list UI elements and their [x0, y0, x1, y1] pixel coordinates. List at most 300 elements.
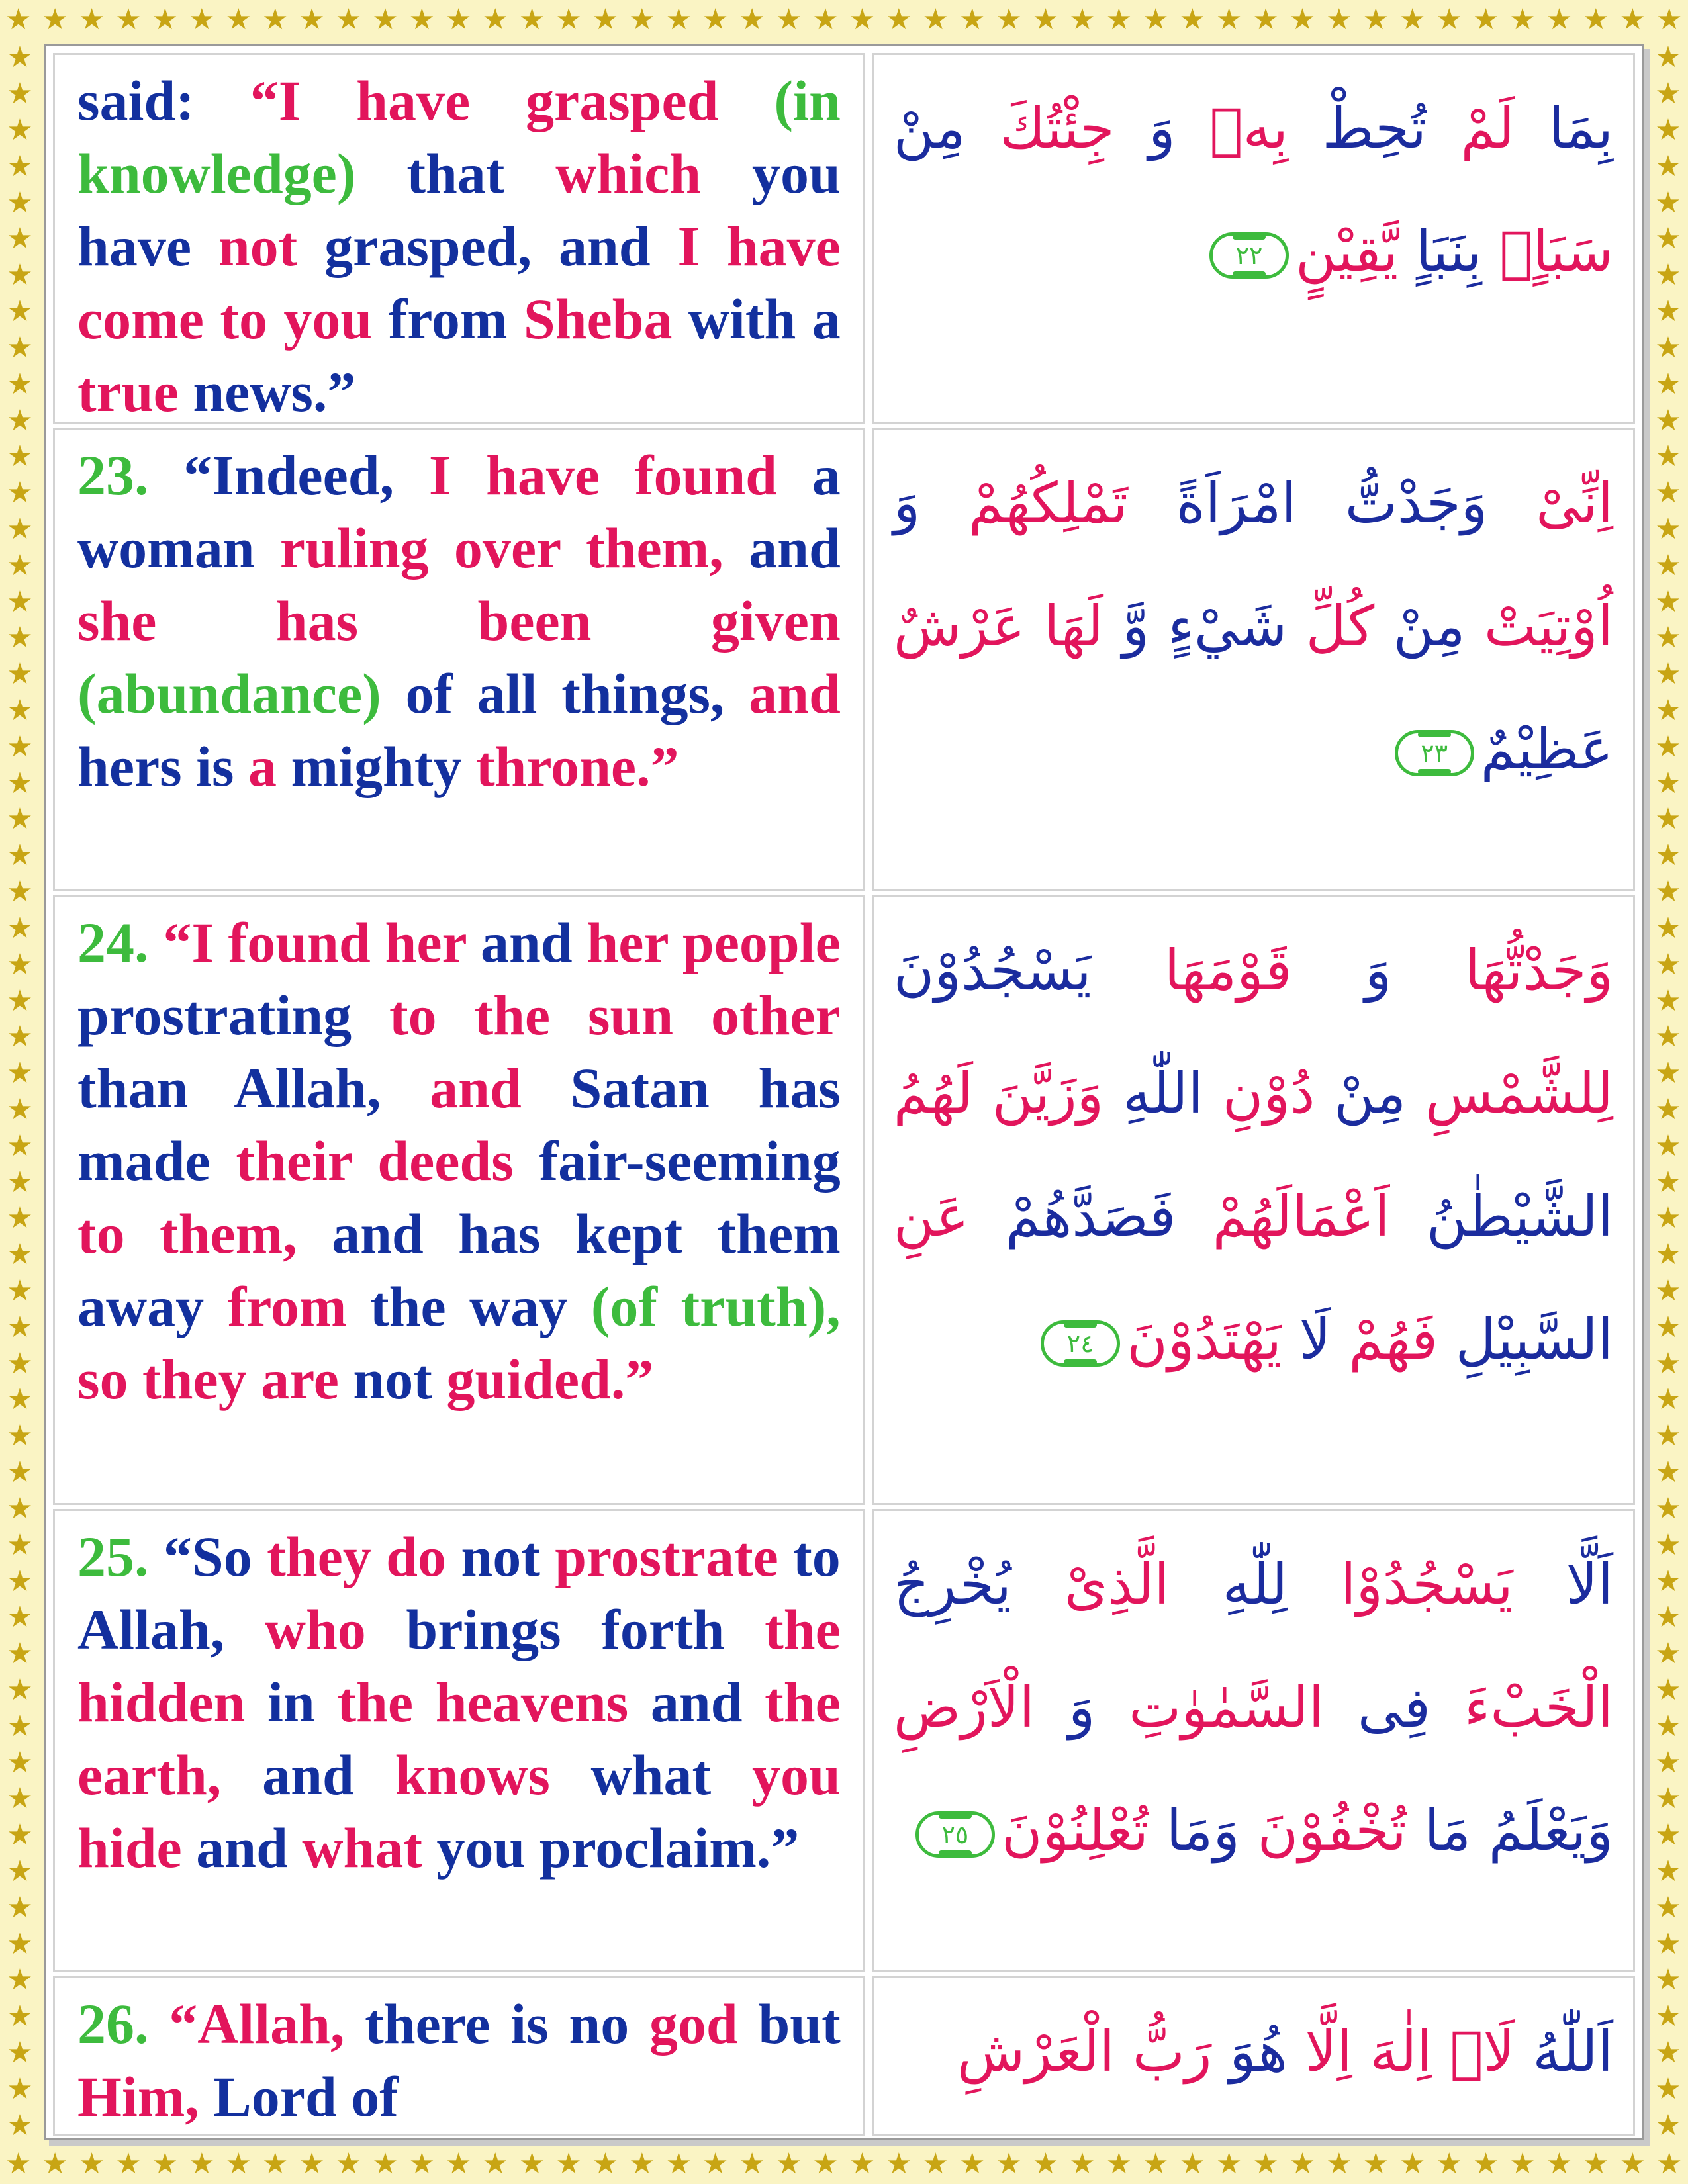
star-icon: ★: [7, 439, 33, 474]
english-translation-cell: [53, 1509, 865, 1972]
translation-segment: hers is: [77, 735, 248, 798]
arabic-word: فَهُمْ: [1331, 1307, 1438, 1372]
star-icon: ★: [7, 1782, 33, 1816]
star-icon: ★: [1655, 1201, 1681, 1236]
arabic-word: كُلِّ: [1287, 594, 1375, 659]
star-icon: ★: [1655, 1564, 1681, 1598]
star-icon: ★: [445, 3, 472, 36]
translation-segment: Satan has made: [77, 1056, 841, 1193]
translation-segment: not: [218, 214, 325, 278]
star-icon: ★: [1655, 1310, 1681, 1344]
star-icon: ★: [78, 3, 105, 36]
star-icon: ★: [7, 403, 33, 437]
star-icon: ★: [812, 3, 839, 36]
ayah-number-marker: ٢٤: [1041, 1320, 1120, 1367]
star-icon: ★: [7, 766, 33, 800]
translation-segment: and: [749, 516, 841, 580]
translation-segment: “Indeed,: [183, 443, 429, 507]
star-icon: ★: [1105, 2147, 1133, 2181]
translation-segment: I have come to you: [77, 214, 841, 351]
translation-segment: Him,: [77, 2065, 214, 2128]
verse-row-22: [53, 53, 1635, 424]
translation-segment: “I have grasped: [250, 69, 774, 132]
star-icon: ★: [115, 3, 142, 36]
star-icon: ★: [1655, 149, 1681, 183]
star-icon: ★: [886, 2147, 912, 2181]
star-icon: ★: [1326, 3, 1352, 36]
translation-segment: their deeds: [236, 1129, 539, 1193]
arabic-word: بِهٖ: [1175, 96, 1289, 161]
star-icon: ★: [115, 2147, 142, 2181]
star-icon: ★: [1655, 476, 1681, 510]
star-icon: ★: [7, 1527, 33, 1562]
star-icon: ★: [1143, 3, 1169, 36]
star-icon: ★: [299, 3, 325, 36]
star-icon: ★: [7, 1020, 33, 1054]
star-icon: ★: [959, 3, 986, 36]
star-icon: ★: [1583, 2147, 1609, 2181]
star-icon: ★: [812, 2147, 839, 2181]
verse-table: [53, 53, 1635, 2131]
star-icon: ★: [7, 1128, 33, 1163]
translation-segment: not: [461, 1525, 555, 1588]
star-icon: ★: [261, 2147, 289, 2181]
translation-segment: fair-seeming: [539, 1129, 841, 1193]
star-border-left: [0, 40, 40, 2144]
star-icon: ★: [1655, 766, 1681, 800]
star-icon: ★: [1655, 802, 1681, 837]
star-icon: ★: [445, 2147, 472, 2181]
english-translation-cell: [53, 1976, 865, 2136]
ayah-number-marker: ٢٥: [915, 1811, 995, 1858]
arabic-word: لَهَا: [1025, 594, 1103, 659]
star-icon: ★: [1655, 367, 1681, 401]
star-icon: ★: [739, 3, 765, 36]
star-icon: ★: [7, 1600, 33, 1635]
translation-segment: than Allah,: [77, 1056, 430, 1120]
star-icon: ★: [1655, 1818, 1681, 1852]
arabic-word: وَ: [1114, 96, 1176, 161]
arabic-word: تَمْلِكُهُمْ: [920, 471, 1128, 535]
arabic-word: رَبُّ: [1115, 2019, 1212, 2084]
translation-segment: to them,: [77, 1202, 332, 1265]
star-icon: ★: [1655, 983, 1681, 1018]
star-icon: ★: [1215, 2147, 1243, 2181]
arabic-word: الَّذِىْ: [1011, 1552, 1170, 1617]
star-icon: ★: [7, 1854, 33, 1889]
english-translation-cell: [53, 53, 865, 424]
star-icon: ★: [299, 2147, 325, 2181]
arabic-word: الشَّيْطٰنُ: [1389, 1184, 1613, 1249]
star-icon: ★: [7, 729, 33, 764]
star-icon: ★: [7, 1890, 33, 1925]
star-icon: ★: [1655, 1963, 1681, 1997]
translation-segment: that: [406, 142, 556, 205]
star-icon: ★: [1655, 1419, 1681, 1453]
star-icon: ★: [518, 3, 545, 36]
star-icon: ★: [702, 3, 729, 36]
star-icon: ★: [1289, 2147, 1316, 2181]
star-icon: ★: [1032, 2147, 1059, 2181]
star-icon: ★: [702, 2147, 729, 2181]
star-icon: ★: [1436, 3, 1462, 36]
star-icon: ★: [555, 3, 582, 36]
star-icon: ★: [1655, 584, 1681, 619]
arabic-verse-cell: [872, 895, 1635, 1505]
arabic-word: اِلَّا: [1287, 2019, 1352, 2084]
star-icon: ★: [7, 295, 33, 329]
star-icon: ★: [7, 1056, 33, 1091]
star-icon: ★: [1655, 1020, 1681, 1054]
translation-segment: and: [650, 1670, 765, 1734]
arabic-word: اُوْتِيَتْ: [1465, 594, 1613, 659]
arabic-word: امْرَاَةً: [1127, 471, 1297, 535]
translation-segment: and has kept them away: [77, 1202, 841, 1338]
star-icon: ★: [1655, 258, 1681, 293]
star-icon: ★: [7, 367, 33, 401]
star-icon: ★: [7, 476, 33, 510]
star-icon: ★: [1655, 1165, 1681, 1199]
translation-segment: knows: [395, 1743, 591, 1807]
star-icon: ★: [1362, 2147, 1389, 2181]
star-icon: ★: [7, 330, 33, 365]
star-icon: ★: [7, 2071, 33, 2106]
star-icon: ★: [1509, 2147, 1536, 2181]
translation-segment: and: [430, 1056, 571, 1120]
arabic-word: وَزَيَّنَ: [972, 1061, 1104, 1126]
english-translation-cell: [53, 428, 865, 891]
star-icon: ★: [7, 1491, 33, 1525]
arabic-word: فِى: [1324, 1675, 1431, 1740]
verse-row-24: [53, 895, 1635, 1505]
arabic-word: الْعَرْشِ: [957, 2019, 1115, 2084]
star-icon: ★: [1655, 1092, 1681, 1126]
star-icon: ★: [7, 1637, 33, 1671]
arabic-word: فَصَدَّهُمْ: [968, 1184, 1176, 1249]
translation-segment: you hide: [77, 1743, 841, 1880]
arabic-word: وَ: [893, 471, 921, 535]
translation-segment: ruling over them,: [279, 516, 749, 580]
arabic-word: دُوْنِ: [1203, 1061, 1315, 1126]
translation-segment: the way: [370, 1275, 591, 1338]
star-icon: ★: [629, 3, 655, 36]
star-icon: ★: [1655, 548, 1681, 582]
star-icon: ★: [1655, 1927, 1681, 1961]
star-icon: ★: [1655, 2108, 1681, 2142]
star-icon: ★: [7, 875, 33, 909]
star-icon: ★: [1252, 2147, 1279, 2181]
arabic-word: عَظِيْمٌ: [1480, 717, 1613, 782]
star-icon: ★: [1472, 2147, 1499, 2181]
star-border-right: [1648, 40, 1688, 2144]
arabic-word: مَا: [1406, 1798, 1472, 1863]
star-icon: ★: [42, 2147, 68, 2181]
arabic-word: وَ: [1291, 938, 1392, 1003]
arabic-word: لَاۤ: [1432, 2019, 1515, 2084]
arabic-word: لِلّٰهِ: [1169, 1552, 1288, 1617]
star-icon: ★: [1655, 911, 1681, 945]
star-icon: ★: [1252, 3, 1279, 36]
star-icon: ★: [335, 3, 362, 36]
translation-segment: and: [196, 1816, 303, 1880]
arabic-word: مِنْ: [1374, 594, 1466, 659]
arabic-word: لَهُمُ: [893, 1061, 973, 1126]
star-icon: ★: [372, 2147, 399, 2181]
star-icon: ★: [7, 2108, 33, 2142]
star-icon: ★: [7, 983, 33, 1018]
star-icon: ★: [7, 512, 33, 546]
star-icon: ★: [152, 2147, 179, 2181]
ayah-number-marker: ٢٢: [1209, 232, 1289, 279]
star-icon: ★: [1289, 3, 1316, 36]
translation-segment: “So: [163, 1525, 267, 1588]
translation-segment: a: [248, 735, 291, 798]
star-icon: ★: [1655, 1455, 1681, 1490]
star-icon: ★: [7, 1927, 33, 1961]
star-icon: ★: [922, 2147, 949, 2181]
arabic-verse-cell: [872, 53, 1635, 424]
star-icon: ★: [1655, 1128, 1681, 1163]
star-icon: ★: [1655, 657, 1681, 692]
translation-segment: what: [590, 1743, 752, 1807]
translation-segment: the heavens: [337, 1670, 651, 1734]
star-icon: ★: [1655, 1600, 1681, 1635]
translation-segment: from: [388, 287, 524, 351]
star-icon: ★: [5, 2147, 32, 2181]
star-icon: ★: [408, 2147, 436, 2181]
star-icon: ★: [7, 1672, 33, 1707]
star-icon: ★: [592, 3, 619, 36]
arabic-word: السَّمٰوٰتِ: [1095, 1675, 1325, 1740]
translation-segment: Lord of: [213, 2065, 399, 2128]
arabic-word: يَسْجُدُوْنَ: [893, 938, 1092, 1003]
star-icon: ★: [7, 185, 33, 220]
arabic-word: مِنْ: [1315, 1061, 1407, 1126]
star-border-bottom: [0, 2144, 1688, 2184]
ayah-number-marker: ٢٣: [1395, 730, 1474, 776]
star-icon: ★: [1655, 1782, 1681, 1816]
star-icon: ★: [482, 2147, 508, 2181]
star-icon: ★: [1655, 694, 1681, 728]
verse-row-26: [53, 1976, 1635, 2136]
arabic-verse-cell: [872, 1976, 1635, 2136]
translation-segment: guided.”: [446, 1347, 654, 1411]
star-icon: ★: [1655, 185, 1681, 220]
star-icon: ★: [7, 548, 33, 582]
star-icon: ★: [959, 2147, 986, 2181]
arabic-word: وَمَا: [1149, 1798, 1240, 1863]
star-icon: ★: [7, 947, 33, 981]
star-icon: ★: [7, 222, 33, 256]
star-icon: ★: [78, 2147, 105, 2181]
star-icon: ★: [1326, 2147, 1352, 2181]
star-icon: ★: [7, 77, 33, 111]
star-icon: ★: [1179, 2147, 1205, 2181]
star-icon: ★: [1656, 3, 1683, 36]
star-icon: ★: [7, 1999, 33, 2034]
star-icon: ★: [665, 3, 692, 36]
star-icon: ★: [1655, 330, 1681, 365]
star-icon: ★: [849, 2147, 876, 2181]
star-icon: ★: [739, 2147, 765, 2181]
star-icon: ★: [7, 621, 33, 655]
star-icon: ★: [1655, 1745, 1681, 1780]
arabic-word: لَمْ: [1426, 96, 1515, 161]
translation-segment: and: [749, 662, 841, 725]
arabic-word: الْخَبْءَ: [1430, 1675, 1613, 1740]
star-icon: ★: [1105, 3, 1133, 36]
star-icon: ★: [7, 911, 33, 945]
translation-segment: Sheba: [523, 287, 688, 351]
star-icon: ★: [1655, 1346, 1681, 1381]
star-icon: ★: [7, 1274, 33, 1308]
translation-segment: you proclaim.”: [436, 1816, 800, 1880]
arabic-word: قَوْمَهَا: [1091, 938, 1292, 1003]
translation-segment: so they are: [77, 1347, 353, 1411]
translation-segment: of all things,: [405, 662, 749, 725]
star-icon: ★: [7, 839, 33, 873]
translation-segment: 25.: [77, 1525, 164, 1588]
arabic-word: بِمَا: [1514, 96, 1614, 161]
star-icon: ★: [1399, 2147, 1426, 2181]
star-icon: ★: [1546, 3, 1573, 36]
arabic-verse-cell: [872, 428, 1635, 891]
star-icon: ★: [1656, 2147, 1683, 2181]
star-icon: ★: [1655, 295, 1681, 329]
star-icon: ★: [775, 3, 802, 36]
translation-segment: prostrate: [555, 1525, 794, 1588]
star-icon: ★: [996, 2147, 1022, 2181]
translation-segment: (of truth),: [590, 1275, 841, 1338]
translation-segment: and: [262, 1743, 395, 1807]
star-icon: ★: [7, 694, 33, 728]
star-icon: ★: [42, 3, 68, 36]
arabic-word: اَللّٰهُ: [1515, 2019, 1613, 2084]
translation-segment: in: [267, 1670, 338, 1734]
arabic-word: الْاَرْضِ: [893, 1675, 1035, 1740]
star-icon: ★: [7, 1092, 33, 1126]
arabic-word: تُخْفُوْنَ: [1239, 1798, 1407, 1863]
translation-segment: mighty: [291, 735, 476, 798]
star-icon: ★: [1655, 1383, 1681, 1417]
translation-segment: throne.”: [476, 735, 679, 798]
star-icon: ★: [1655, 1238, 1681, 1272]
arabic-word: جِئْتُكَ: [965, 96, 1115, 161]
arabic-verse-cell: [872, 1509, 1635, 1972]
translation-segment: and: [480, 911, 587, 974]
star-icon: ★: [1143, 2147, 1169, 2181]
star-icon: ★: [7, 149, 33, 183]
star-icon: ★: [7, 40, 33, 75]
translation-segment: what: [302, 1816, 437, 1880]
translation-segment: you have: [77, 142, 841, 278]
star-icon: ★: [1655, 1056, 1681, 1091]
star-icon: ★: [189, 2147, 215, 2181]
star-icon: ★: [1655, 1890, 1681, 1925]
star-icon: ★: [7, 1455, 33, 1490]
arabic-word: وَجَدْتُّهَا: [1391, 938, 1613, 1003]
star-icon: ★: [592, 2147, 619, 2181]
star-icon: ★: [1655, 403, 1681, 437]
arabic-word: وَ: [1035, 1675, 1096, 1740]
arabic-word: اللّٰهِ: [1103, 1061, 1203, 1126]
translation-segment: she has been given: [77, 589, 841, 653]
star-icon: ★: [152, 3, 179, 36]
star-icon: ★: [7, 2036, 33, 2070]
star-icon: ★: [1619, 2147, 1646, 2181]
star-icon: ★: [518, 2147, 545, 2181]
star-icon: ★: [1655, 875, 1681, 909]
translation-segment: 24.: [77, 911, 164, 974]
translation-segment: “Allah,: [169, 1992, 365, 2056]
star-icon: ★: [1655, 439, 1681, 474]
star-icon: ★: [7, 1201, 33, 1236]
star-icon: ★: [1655, 40, 1681, 75]
arabic-word: لَا: [1282, 1307, 1331, 1372]
translation-segment: 23.: [77, 443, 184, 507]
star-icon: ★: [1655, 729, 1681, 764]
translation-segment: (abundance): [77, 662, 406, 725]
translation-segment: from: [227, 1275, 371, 1338]
star-icon: ★: [1655, 1999, 1681, 2034]
translation-segment: (in knowledge): [77, 69, 841, 205]
star-icon: ★: [482, 3, 508, 36]
star-icon: ★: [1619, 3, 1646, 36]
arabic-word: يَهْتَدُوْنَ: [1127, 1307, 1282, 1372]
arabic-word: وَجَدْتُّ: [1296, 471, 1488, 535]
arabic-word: وَّ: [1103, 594, 1149, 659]
verse-row-25: [53, 1509, 1635, 1972]
star-icon: ★: [7, 1818, 33, 1852]
star-icon: ★: [1179, 3, 1205, 36]
translation-segment: “I found her: [163, 911, 481, 974]
arabic-word: اَلَّا: [1513, 1552, 1613, 1617]
star-icon: ★: [7, 113, 33, 148]
star-icon: ★: [775, 2147, 802, 2181]
star-icon: ★: [629, 2147, 655, 2181]
star-icon: ★: [335, 2147, 362, 2181]
star-icon: ★: [1069, 2147, 1096, 2181]
star-icon: ★: [7, 1310, 33, 1344]
arabic-word: سَبَاٍۭ: [1481, 219, 1613, 284]
translation-segment: true: [77, 360, 193, 424]
translation-segment: said:: [77, 69, 250, 132]
star-icon: ★: [1583, 3, 1609, 36]
star-icon: ★: [7, 1963, 33, 1997]
star-icon: ★: [1655, 1491, 1681, 1525]
star-icon: ★: [1655, 947, 1681, 981]
english-translation-cell: [53, 895, 865, 1505]
star-icon: ★: [7, 1709, 33, 1743]
star-icon: ★: [7, 584, 33, 619]
arabic-word: السَّبِيْلِ: [1438, 1307, 1613, 1372]
star-icon: ★: [1655, 621, 1681, 655]
translation-segment: I have found: [428, 443, 812, 507]
star-icon: ★: [1655, 1709, 1681, 1743]
star-icon: ★: [7, 657, 33, 692]
star-icon: ★: [408, 3, 436, 36]
star-icon: ★: [1215, 3, 1243, 36]
star-icon: ★: [1655, 1527, 1681, 1562]
star-border-top: [0, 0, 1688, 40]
star-icon: ★: [1655, 222, 1681, 256]
star-icon: ★: [1436, 2147, 1462, 2181]
star-icon: ★: [1399, 3, 1426, 36]
star-icon: ★: [7, 1564, 33, 1598]
arabic-word: وَيَعْلَمُ: [1471, 1798, 1613, 1863]
quran-page: [44, 44, 1644, 2140]
translation-segment: grasped, and: [324, 214, 678, 278]
